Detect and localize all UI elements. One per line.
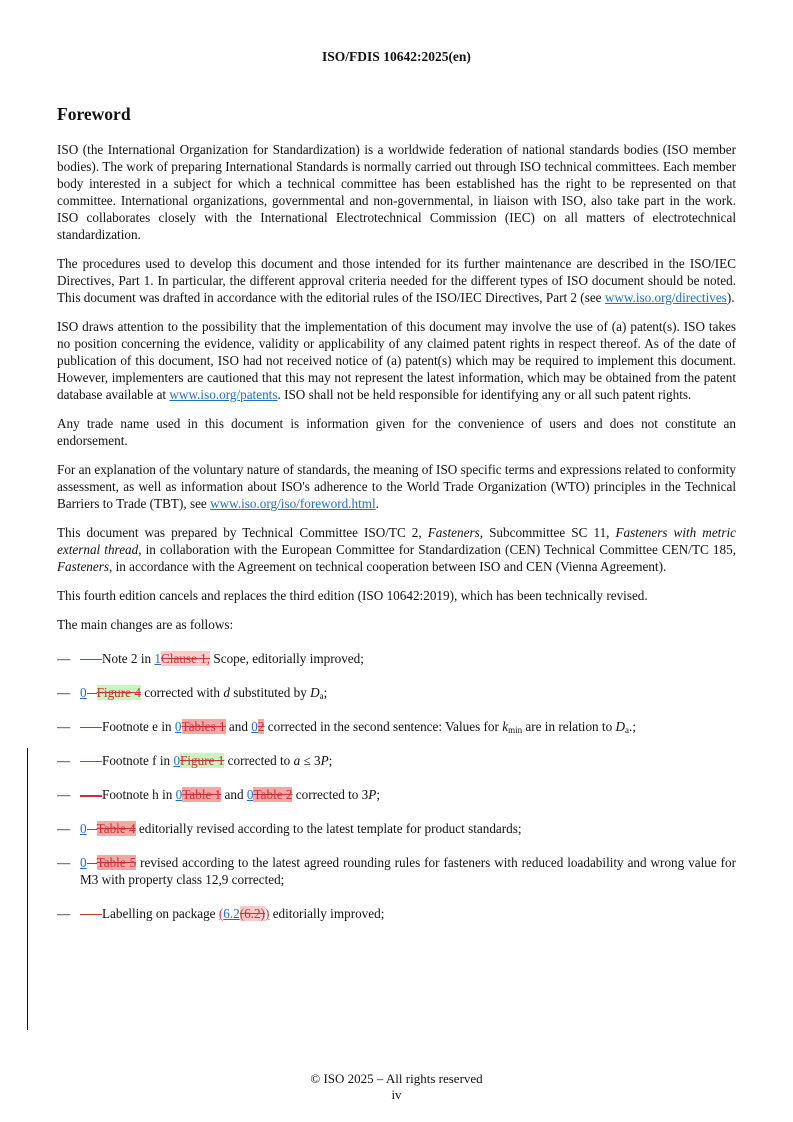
list-item: — Labelling on package (6.2(6.2)) editorially improved;: [57, 906, 385, 921]
table-link[interactable]: 0: [251, 719, 258, 734]
table-link[interactable]: 0: [175, 787, 183, 802]
paragraph: The procedures used to develop this document and those intended for its further maintenance are described in the ISO/IEC Directives, Part 1. In particular, the different approval criteria needed for the different types of ISO document should be noted. This document was drafted in accordance with the editorial rules of the ISO/IEC Directives, Part 2 (see www.iso.org/directives).: [57, 256, 736, 305]
paragraph: For an explanation of the voluntary nature of standards, the meaning of ISO specific terms and expressions related to conformity assessment, as well as information about ISO's adherence to the World Trade Organization (WTO) principles in the Technical Barriers to Trade (TBT), see www.iso.org/iso/foreword.html.: [57, 462, 736, 511]
page-number: iv: [391, 1087, 402, 1102]
paragraph: ISO (the International Organization for Standardization) is a worldwide federation of national standards bodies (ISO member bodies). The work of preparing International Standards is normally carried out through ISO technical committees. Each member body interested in a subject for which a technical committee has been established has the right to be represented on that committee. International organizations, governmental and non-governmental, in liaison with ISO, also take part in the work. ISO collaborates closely with the International Electrotechnical Commission (IEC) on all matters of electrotechnical standardization.: [57, 142, 736, 242]
table-link[interactable]: 0: [80, 855, 87, 870]
list-item: — 0 Table 4 editorially revised according to the latest template for product standards;: [57, 821, 522, 836]
foreword-link[interactable]: www.iso.org/iso/foreword.html: [210, 496, 376, 511]
page-footer: [0, 1071, 793, 1103]
figure-link[interactable]: 0: [80, 685, 87, 700]
copyright: © ISO 2025 – All rights reserved: [310, 1071, 483, 1086]
table-link[interactable]: 0: [80, 821, 87, 836]
list-item: — Footnote h in 0Table 1 and 0Table 2 corrected to 3P;: [57, 787, 380, 802]
table-link[interactable]: 0: [246, 787, 254, 802]
section-title: Foreword: [57, 104, 131, 124]
directives-link[interactable]: www.iso.org/directives: [604, 290, 727, 305]
patents-link[interactable]: www.iso.org/patents: [169, 387, 278, 402]
list-item: — Note 2 in 1Clause 1, Scope, editorially improved;: [57, 651, 364, 666]
clause-link[interactable]: 1: [154, 651, 161, 666]
changes-list: [57, 650, 736, 922]
table-link[interactable]: 0: [174, 719, 182, 734]
paragraph: The main changes are as follows:: [57, 617, 234, 632]
list-item: — 0 Table 5 revised according to the latest agreed rounding rules for fasteners with reduced loadability and wrong value for M3 with property class 12,9 corrected;: [57, 855, 736, 887]
paragraph: Any trade name used in this document is information given for the convenience of users and does not constitute an endorsement.: [57, 416, 736, 448]
list-item: — Footnote e in 0Tables 1 and 02 corrected in the second sentence: Values for $k_{min}$ are in relation to $D_a$.;: [57, 719, 636, 735]
paragraph: This document was prepared by Technical Committee ISO/TC 2, Fasteners, Subcommittee SC 11, Fasteners with metric external thread, in collaboration with the European Committee for Standardization (CEN) Technical Committee CEN/TC 185, Fasteners, in accordance with the Agreement on technical cooperation between ISO and CEN (Vienna Agreement).: [57, 525, 736, 574]
document-header: ISO/FDIS 10642:2025(en): [322, 49, 471, 64]
figure-link[interactable]: 0: [173, 753, 181, 768]
foreword-body: [57, 141, 736, 939]
paragraph: ISO draws attention to the possibility that the implementation of this document may involve the use of (a) patent(s). ISO takes no position concerning the evidence, validity or applicability of any claimed patent rights in respect thereof. As of the date of publication of this document, ISO had not received notice of (a) patent(s) which may be required to implement this document. However, implementers are cautioned that this may not represent the latest information, which may be obtained from the patent database available at www.iso.org/patents. ISO shall not be held responsible for identifying any or all such patent rights.: [57, 319, 736, 402]
section-link[interactable]: 6.2: [223, 906, 240, 921]
change-bar: [27, 748, 28, 1030]
list-item: — Footnote f in 0Figure 1 corrected to a ≤ 3P;: [57, 753, 333, 768]
list-item: — 0 Figure 4 corrected with d substituted by $D_a$;: [57, 685, 328, 701]
paragraph: This fourth edition cancels and replaces the third edition (ISO 10642:2019), which has been technically revised.: [57, 588, 648, 603]
